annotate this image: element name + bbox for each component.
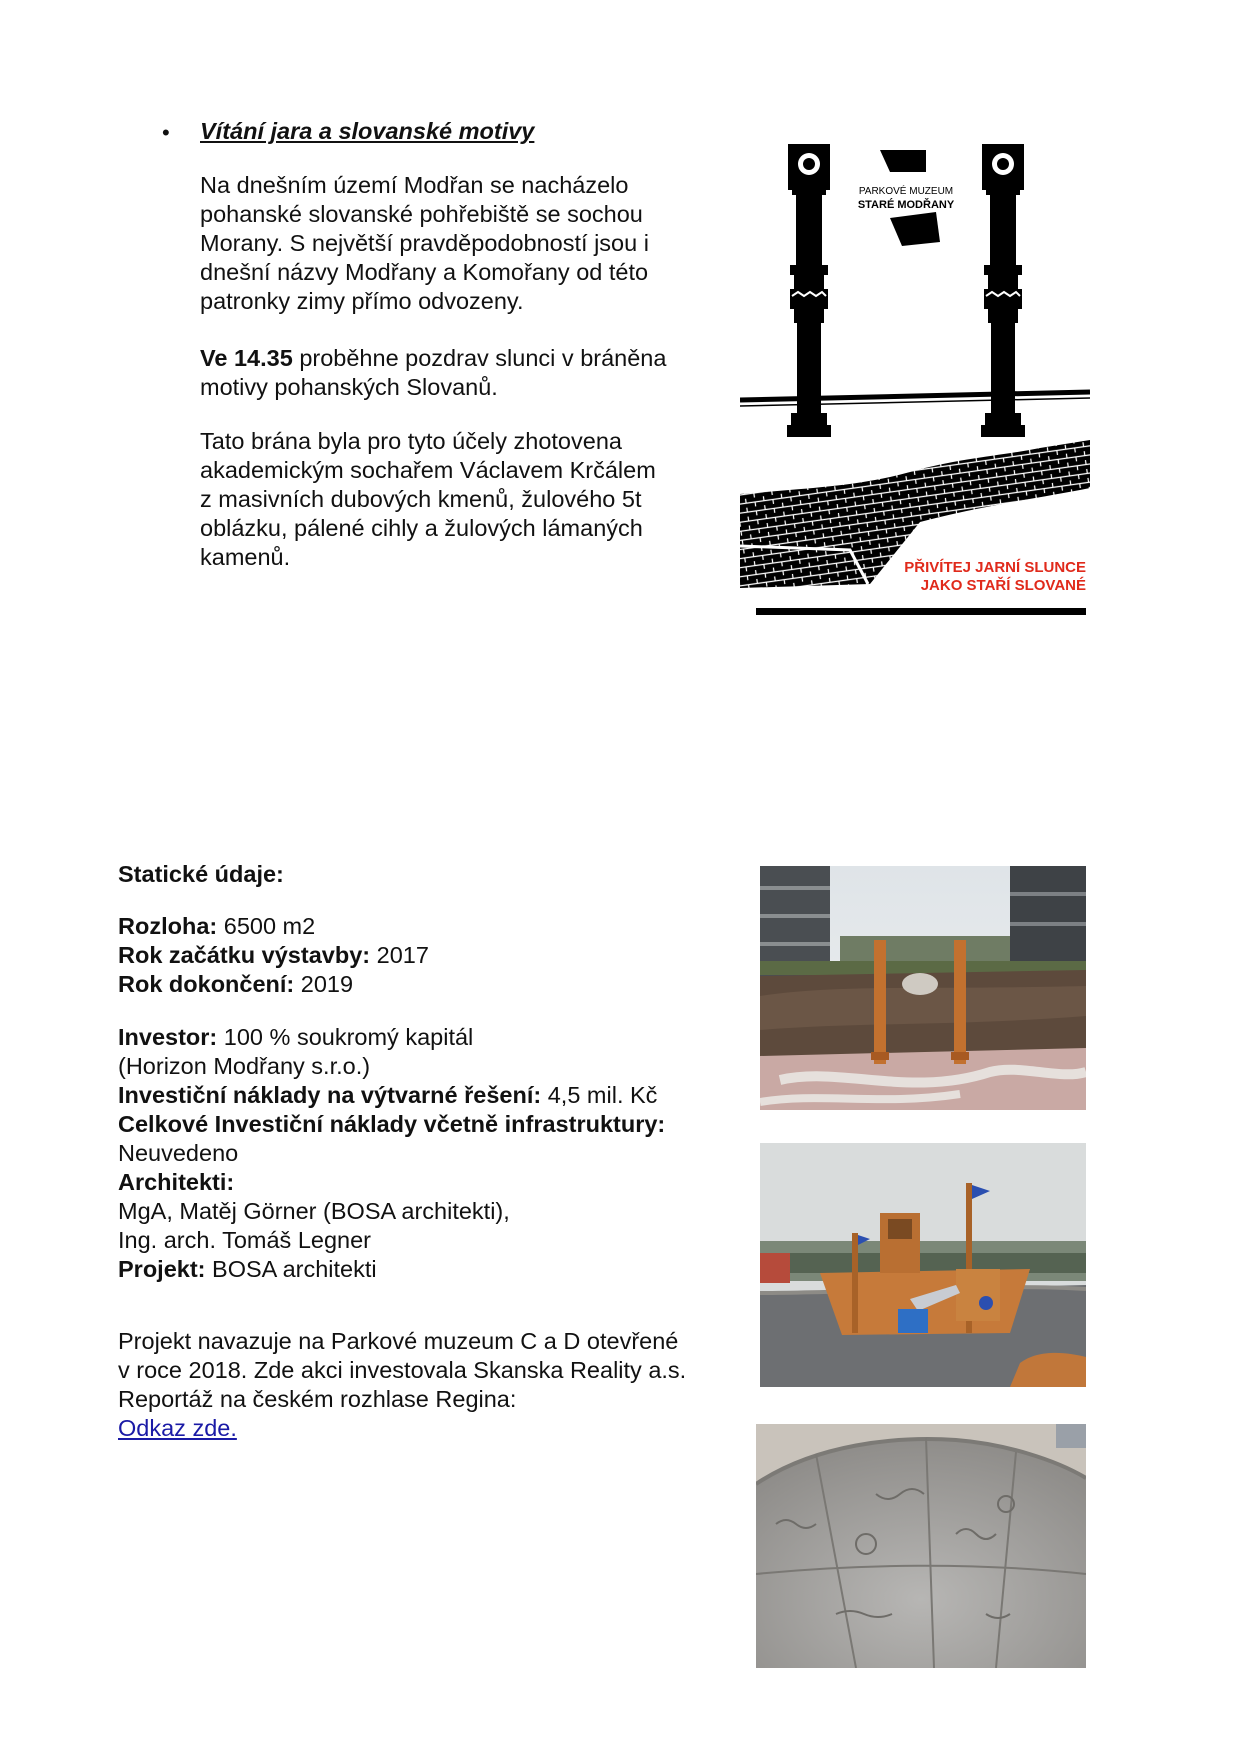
- end-label: Rok dokončení:: [118, 971, 295, 997]
- intro-line: dnešní názvy Modřany a Komořany od této: [200, 259, 649, 285]
- museum-name-line2: STARÉ MODŘANY: [857, 199, 955, 211]
- left-pillar: [787, 144, 831, 437]
- area-value: 6500 m2: [217, 913, 316, 939]
- total-cost-value: Neuvedeno: [118, 1140, 239, 1166]
- slogan-line1: PŘIVÍTEJ JARNÍ SLUNCE: [904, 559, 1086, 576]
- bullet-point: •: [162, 120, 170, 145]
- start-label: Rok začátku výstavby:: [118, 942, 371, 968]
- section-title: Vítání jara a slovanské motivy: [200, 118, 535, 144]
- architect-1: MgA, Matěj Görner (BOSA architekti),: [118, 1198, 510, 1224]
- gate-line: z masivních dubových kmenů, žulového 5t: [200, 486, 642, 512]
- art-cost-label: Investiční náklady na výtvarné řešení:: [118, 1082, 542, 1108]
- time-bold: Ve 14.35: [200, 345, 293, 371]
- investor-row: [118, 1023, 758, 1052]
- gate-paragraph: [200, 427, 720, 572]
- investor-value: 100 % soukromý kapitál: [217, 1024, 474, 1050]
- project-paragraph: [118, 1327, 738, 1443]
- stone-shape: [890, 212, 940, 246]
- time-paragraph: [200, 344, 720, 402]
- intro-line: pohanské slovanské pohřebiště se sochou: [200, 201, 643, 227]
- project-line: v roce 2018. Zde akci investovala Skanska Reality a.s.: [118, 1357, 687, 1383]
- time-rest: proběhne pozdrav slunci v bráněna: [292, 345, 667, 371]
- stats-investment-block: [118, 1023, 758, 1284]
- end-row: [118, 970, 718, 999]
- stone-shape: [880, 150, 926, 172]
- project-line: Reportáž na českém rozhlase Regina:: [118, 1386, 517, 1412]
- stats-heading: [118, 860, 284, 889]
- gate-line: akademickým sochařem Václavem Krčálem: [200, 457, 656, 483]
- time-line-2: motivy pohanských Slovanů.: [200, 374, 498, 400]
- architects-label: Architekti:: [118, 1169, 235, 1195]
- report-link[interactable]: Odkaz zde.: [118, 1415, 237, 1441]
- start-row: [118, 941, 718, 970]
- project-row: [118, 1255, 758, 1284]
- end-value: 2019: [294, 971, 354, 997]
- project-line: Projekt navazuje na Parkové muzeum C a D otevřené: [118, 1328, 679, 1354]
- architects-row: [118, 1168, 758, 1197]
- area-row: [118, 912, 718, 941]
- start-value: 2017: [370, 942, 429, 968]
- intro-line: patronky zimy přímo odvozeny.: [200, 288, 524, 314]
- gate-line: oblázku, pálené cihly a žulových lámaných: [200, 515, 643, 541]
- project-label: Projekt:: [118, 1256, 206, 1282]
- gate-line: kamenů.: [200, 544, 291, 570]
- poster-bottom-bar: [756, 608, 1086, 615]
- intro-line: Morany. S největší pravděpodobností jsou i: [200, 230, 649, 256]
- art-cost-value: 4,5 mil. Kč: [541, 1082, 658, 1108]
- architect-2: Ing. arch. Tomáš Legner: [118, 1227, 371, 1253]
- stats-heading-text: Statické údaje:: [118, 861, 284, 887]
- stats-dates-block: [118, 912, 718, 999]
- intro-paragraph: [200, 171, 720, 316]
- investor-note: (Horizon Modřany s.r.o.): [118, 1053, 371, 1079]
- total-cost-row: [118, 1110, 758, 1139]
- project-value: BOSA architekti: [205, 1256, 377, 1282]
- photo-engraved-stone-surface: [756, 1424, 1086, 1668]
- photo-playground-ship: [760, 1143, 1086, 1387]
- report-link-row: [118, 1414, 738, 1443]
- photo-wooden-gate: [760, 866, 1086, 1110]
- intro-line: Na dnešním území Modřan se nacházelo: [200, 172, 629, 198]
- total-cost-label: Celkové Investiční náklady včetně infrastruktury:: [118, 1111, 666, 1137]
- time-line: [200, 344, 720, 373]
- museum-name-line1: PARKOVÉ MUZEUM: [858, 186, 954, 197]
- area-label: Rozloha:: [118, 913, 218, 939]
- investor-label: Investor:: [118, 1024, 218, 1050]
- slogan-line2: JAKO STAŘÍ SLOVANÉ: [920, 577, 1086, 594]
- gate-line: Tato brána byla pro tyto účely zhotovena: [200, 428, 622, 454]
- gate-poster-illustration: [740, 136, 1090, 616]
- art-cost-row: [118, 1081, 758, 1110]
